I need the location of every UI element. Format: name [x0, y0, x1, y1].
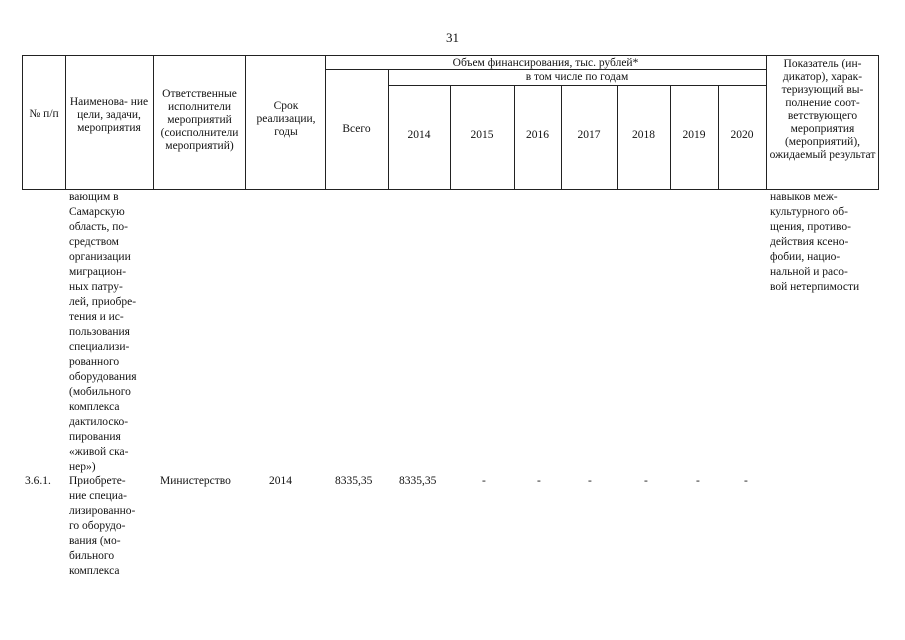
header-year: 2020	[730, 129, 754, 141]
header-by-years: в том числе по годам	[525, 71, 629, 83]
header-year: 2015	[470, 129, 494, 141]
row-number: 3.6.1.	[25, 475, 51, 487]
header-total: Всего	[342, 123, 371, 135]
continuation-name: вающим в Самарскую область, по- средством организации миграцион- ных патру- лей, приобре- тения и ис- пользования специализи- рованного оборудования (мобильного комплекса дактилоско- пирования «живой ска- нер»)	[69, 191, 137, 473]
row-year-value: -	[482, 475, 486, 487]
row-year-value: -	[537, 475, 541, 487]
row-responsible: Министерство	[160, 475, 231, 487]
header-name: Наименова- ние цели, задачи, мероприятия	[69, 96, 149, 134]
header-responsible: Ответственные исполнители мероприятий (соисполнители мероприятий)	[160, 88, 239, 152]
page-number: 31	[446, 30, 459, 45]
header-year: 2019	[682, 129, 706, 141]
header-term: Срок реализации, годы	[256, 100, 316, 138]
row-year-value: -	[644, 475, 648, 487]
row-year-value: -	[744, 475, 748, 487]
row-name: Приобрете- ние специа- лизированно- го оборудо- вания (мо- бильного комплекса	[69, 475, 136, 577]
row-year-value: 8335,35	[399, 475, 437, 487]
header-funding-title: Объем финансирования, тыс. рублей*	[452, 57, 639, 69]
header-year: 2018	[632, 129, 655, 141]
header-year: 2014	[407, 129, 431, 141]
row-year-value: -	[588, 475, 592, 487]
row-term: 2014	[269, 475, 292, 487]
row-year-value: -	[696, 475, 700, 487]
row-total: 8335,35	[335, 475, 373, 487]
header-num: № п/п	[29, 108, 59, 120]
header-year: 2016	[526, 129, 549, 141]
header-indicator: Показатель (ин- дикатор), харак- теризующий вы- полнение соот- ветствующего мероприятия (мероприятий), ожидаемый результат	[769, 58, 876, 161]
continuation-indicator: навыков меж- культурного об- щения, противо- действия ксено- фобии, нацио- нальной и расо- вой нетерпимости	[770, 191, 860, 293]
header-year: 2017	[577, 129, 601, 141]
